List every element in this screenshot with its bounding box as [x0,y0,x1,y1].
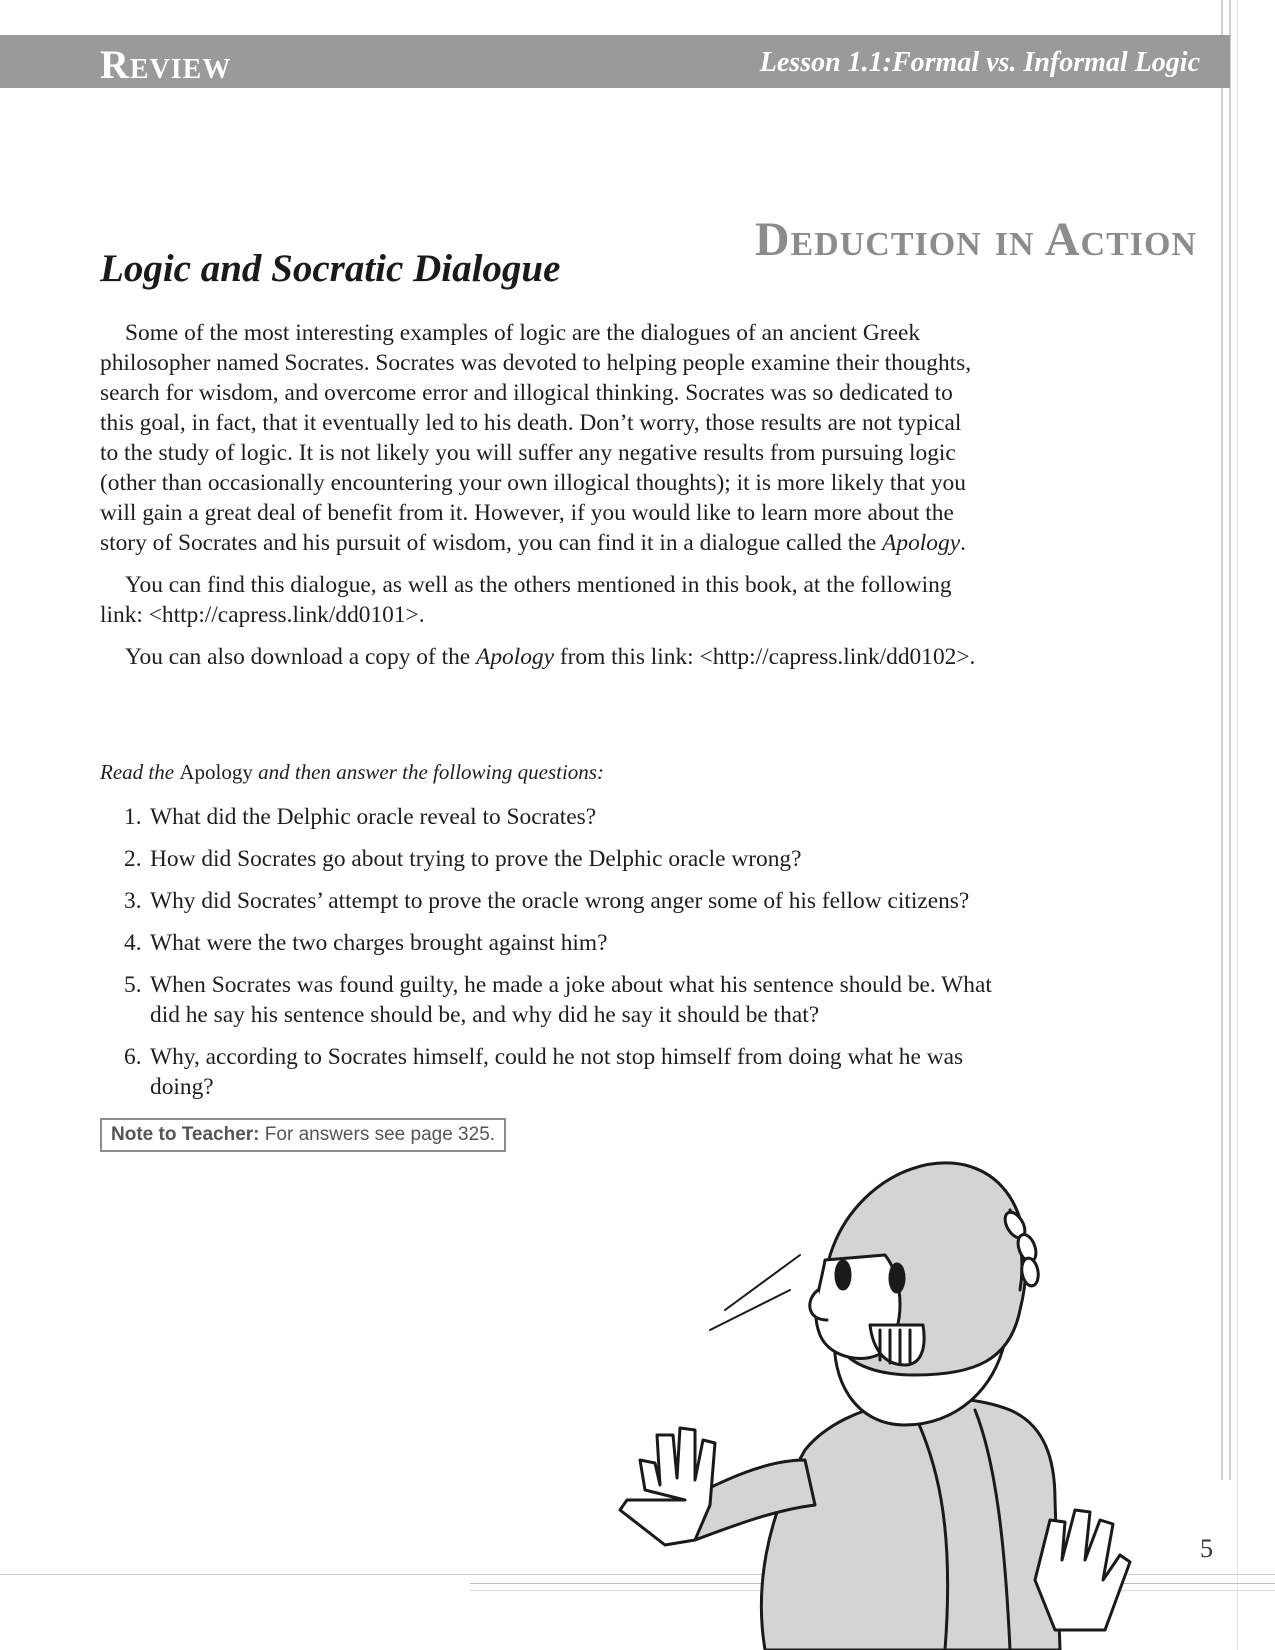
question-text: Why did Socrates’ attempt to prove the oracle wrong anger some of his fellow citizens? [150,888,970,914]
left-hand [620,1428,715,1545]
header-lesson-label: Lesson 1.1:Formal vs. Informal Logic [759,47,1200,78]
paragraph-2: You can find this dialogue, as well as the others mentioned in this book, at the following link: <http://capress.link/dd0101>. [100,572,952,628]
question-text: What were the two charges brought against him? [150,930,608,956]
page-header [0,35,1230,88]
header-section-label: Review [100,42,232,87]
margin-rule-middle [1229,0,1231,1480]
question-instruction [100,760,604,785]
question-item [124,970,1004,1030]
paragraph-1 [100,318,980,558]
question-text: How did Socrates go about trying to prove the Delphic oracle wrong? [150,846,802,872]
socrates-illustration [615,1160,1175,1650]
paragraph-1-text: Some of the most interesting examples of logic are the dialogues of an ancient Greek philosopher named Socrates. Socrates was devoted to helping people examine their thoughts, search for wisdom, and overcome error and illogical thinking. Socrates was so dedicated to this goal, in fact, that it eventually led to his death. Don’t worry, those results are not typical to the study of logic. It is not likely you will suffer any negative results from pursuing logic (other than occasionally encountering your own illogical thoughts); it is more likely that you will gain a great deal of benefit from it. However, if you would like to learn more about the story of Socrates and his pursuit of wisdom, you can find it in a dialogue called the [100,320,972,556]
question-list [124,802,1004,1114]
lesson-title: Logic and Socratic Dialogue [100,247,561,290]
body-text [100,318,980,684]
paragraph-1-end: . [960,530,966,556]
question-text: When Socrates was found guilty, he made a joke about what his sentence should be. What did he say his sentence should be, and why did he say it should be that? [150,972,992,1028]
toga-shape [761,1398,1060,1650]
page-number: 5 [1200,1534,1213,1563]
section-title: Deduction in Action [754,213,1197,266]
instruction-title: Apology [179,760,253,784]
question-text: What did the Delphic oracle reveal to Socrates? [150,804,597,830]
question-number: 2. [124,846,142,872]
question-item [124,928,1004,958]
question-item [124,844,1004,874]
apology-title-2: Apology [476,644,554,670]
teacher-note-label: Note to Teacher: [111,1124,260,1145]
question-item [124,1042,1004,1102]
question-text: Why, according to Socrates himself, could he not stop himself from doing what he was doing? [150,1044,964,1100]
margin-rule-inner [1221,0,1223,1480]
right-hand [1035,1510,1130,1630]
question-number: 6. [124,1044,142,1070]
question-number: 5. [124,972,142,998]
instruction-before: Read the [100,760,180,784]
paragraph-3-text: You can also download a copy of the [125,644,477,670]
question-item [124,802,1004,832]
apology-title: Apology [882,530,961,556]
teacher-note [100,1118,506,1152]
question-number: 3. [124,888,142,914]
question-number: 4. [124,930,142,956]
paragraph-3-end: from this link: <http://capress.link/dd0102>. [553,644,976,670]
teacher-note-text: For answers see page 325. [259,1124,496,1145]
question-number: 1. [124,804,142,830]
margin-rule-outer [1237,0,1238,1650]
question-item [124,886,1004,916]
instruction-after: and then answer the following questions: [252,760,604,784]
paragraph-3 [100,642,980,672]
